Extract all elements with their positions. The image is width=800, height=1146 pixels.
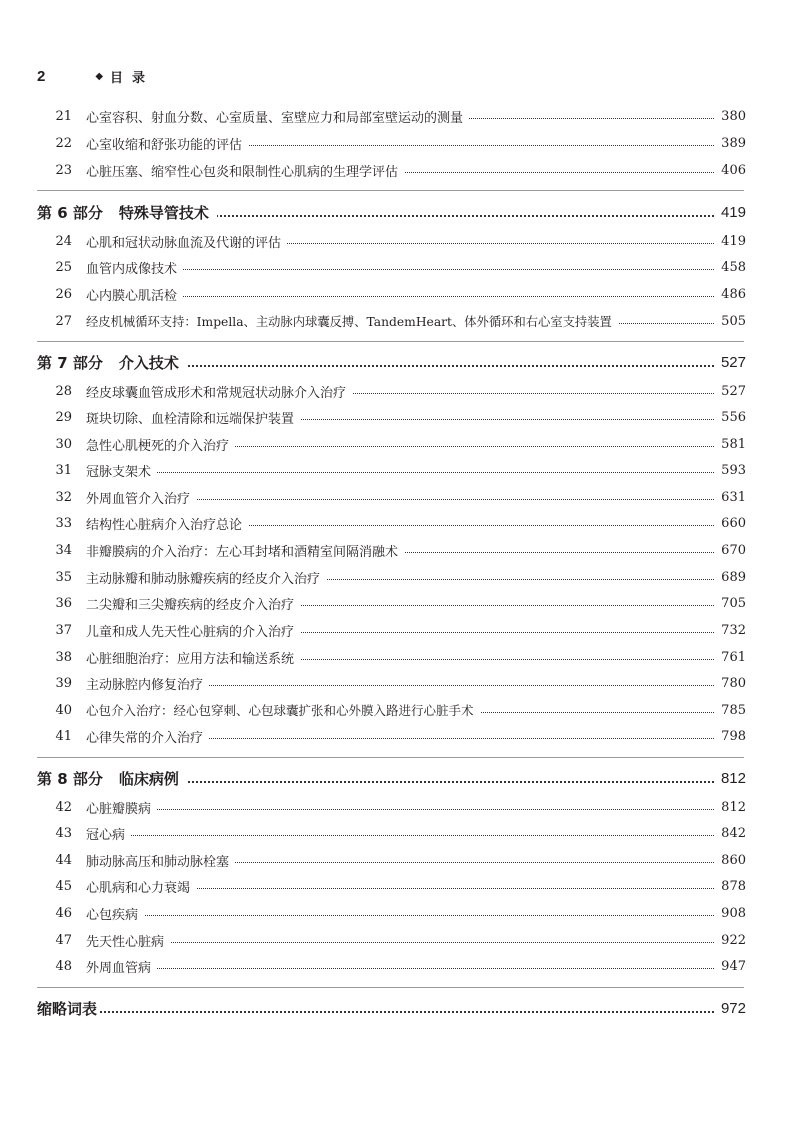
chapter-title: 心包介入治疗：经心包穿刺、心包球囊扩张和心外膜入路进行心脏手术 bbox=[86, 701, 480, 719]
page-ref: 505 bbox=[715, 314, 746, 329]
page-ref: 419 bbox=[715, 204, 746, 221]
page-ref: 527 bbox=[715, 384, 746, 399]
chapter-title: 心室收缩和舒张功能的评估 bbox=[86, 134, 248, 153]
chapter-number: 21 bbox=[55, 108, 72, 124]
page-ref: 406 bbox=[715, 163, 746, 178]
chapter-number: 31 bbox=[55, 462, 72, 478]
chapter-title: 儿童和成人先天性心脏病的介入治疗 bbox=[86, 621, 300, 640]
page-ref: 812 bbox=[715, 800, 746, 815]
toc-entry-34[interactable] bbox=[0, 538, 800, 562]
page-ref: 860 bbox=[715, 853, 746, 868]
glossary-title: 缩略词表 bbox=[37, 999, 98, 1018]
chapter-number: 38 bbox=[55, 649, 72, 665]
section-divider bbox=[37, 341, 744, 342]
part-heading-8[interactable] bbox=[0, 764, 800, 792]
part-title bbox=[37, 768, 187, 789]
chapter-title: 二尖瓣和三尖瓣疾病的经皮介入治疗 bbox=[86, 594, 300, 613]
chapter-title: 主动脉腔内修复治疗 bbox=[86, 674, 209, 693]
chapter-number: 24 bbox=[55, 233, 72, 249]
toc-entry-38[interactable] bbox=[0, 645, 800, 669]
chapter-number: 46 bbox=[55, 905, 72, 921]
toc-entry-30[interactable] bbox=[0, 432, 800, 456]
page-ref: 380 bbox=[715, 109, 746, 124]
page-ref: 798 bbox=[715, 729, 746, 744]
toc-entry-23[interactable] bbox=[0, 158, 800, 182]
header-title: 目录 bbox=[110, 70, 155, 86]
chapter-title: 血管内成像技术 bbox=[86, 258, 183, 277]
chapter-title: 外周血管病 bbox=[86, 957, 157, 976]
chapter-title: 心脏压塞、缩窄性心包炎和限制性心肌病的生理学评估 bbox=[86, 161, 404, 180]
toc-entry-39[interactable] bbox=[0, 671, 800, 695]
page-ref: 842 bbox=[715, 826, 746, 841]
toc-entry-33[interactable] bbox=[0, 511, 800, 535]
page-ref: 458 bbox=[715, 260, 746, 275]
chapter-title: 先天性心脏病 bbox=[86, 931, 170, 950]
running-header bbox=[37, 65, 154, 87]
chapter-number: 30 bbox=[55, 436, 72, 452]
chapter-number: 26 bbox=[55, 286, 72, 302]
chapter-number: 35 bbox=[55, 569, 72, 585]
page-ref: 581 bbox=[715, 437, 746, 452]
toc-entry-21[interactable] bbox=[0, 104, 800, 128]
dot-leader bbox=[86, 835, 742, 836]
chapter-number: 43 bbox=[55, 825, 72, 841]
chapter-title: 非瓣膜病的介入治疗：左心耳封堵和酒精室间隔消融术 bbox=[86, 541, 404, 560]
toc-entry-45[interactable] bbox=[0, 874, 800, 898]
part-heading-7[interactable] bbox=[0, 348, 800, 376]
chapter-number: 27 bbox=[55, 313, 72, 329]
part-label: 第 7 部分 bbox=[37, 353, 103, 372]
toc-entry-36[interactable] bbox=[0, 591, 800, 615]
page-ref: 593 bbox=[715, 463, 746, 478]
page-ref: 761 bbox=[715, 650, 746, 665]
chapter-number: 39 bbox=[55, 675, 72, 691]
chapter-number: 22 bbox=[55, 135, 72, 151]
page-ref: 785 bbox=[715, 703, 746, 718]
toc-entry-46[interactable] bbox=[0, 901, 800, 925]
page-ref: 689 bbox=[715, 570, 746, 585]
chapter-number: 40 bbox=[55, 702, 72, 718]
chapter-number: 29 bbox=[55, 409, 72, 425]
section-divider bbox=[37, 190, 744, 191]
chapter-number: 44 bbox=[55, 852, 72, 868]
chapter-title: 心肌病和心力衰竭 bbox=[86, 877, 196, 896]
toc-entry-37[interactable] bbox=[0, 618, 800, 642]
toc-entry-25[interactable] bbox=[0, 255, 800, 279]
page-ref: 631 bbox=[715, 490, 746, 505]
chapter-number: 36 bbox=[55, 595, 72, 611]
part-title bbox=[37, 202, 217, 223]
page-ref: 908 bbox=[715, 906, 746, 921]
chapter-title: 心脏瓣膜病 bbox=[86, 798, 157, 817]
chapter-title: 结构性心脏病介入治疗总论 bbox=[86, 514, 248, 533]
dot-leader bbox=[86, 809, 742, 810]
toc-entry-28[interactable] bbox=[0, 379, 800, 403]
page-ref: 527 bbox=[715, 354, 746, 371]
chapter-title: 冠心病 bbox=[86, 824, 131, 843]
toc-entry-44[interactable] bbox=[0, 848, 800, 872]
chapter-title: 经皮球囊血管成形术和常规冠状动脉介入治疗 bbox=[86, 382, 352, 401]
page-ref: 972 bbox=[715, 1000, 746, 1017]
chapter-number: 48 bbox=[55, 958, 72, 974]
chapter-number: 47 bbox=[55, 932, 72, 948]
dot-leader bbox=[37, 1011, 742, 1013]
toc-entry-22[interactable] bbox=[0, 131, 800, 155]
toc-entry-31[interactable] bbox=[0, 458, 800, 482]
chapter-title: 心律失常的介入治疗 bbox=[86, 727, 209, 746]
page-ref: 780 bbox=[715, 676, 746, 691]
section-divider bbox=[37, 757, 744, 758]
chapter-title: 心肌和冠状动脉血流及代谢的评估 bbox=[86, 232, 287, 251]
chapter-number: 37 bbox=[55, 622, 72, 638]
chapter-number: 42 bbox=[55, 799, 72, 815]
chapter-title: 斑块切除、血栓清除和远端保护装置 bbox=[86, 408, 300, 427]
part-title bbox=[37, 352, 187, 373]
chapter-title: 经皮机械循环支持：Impella、主动脉内球囊反搏、TandemHeart、体外循环和右心室支持装置 bbox=[86, 312, 618, 330]
part-name: 特殊导管技术 bbox=[118, 203, 209, 222]
page-number: 2 bbox=[37, 67, 46, 85]
toc-entry-43[interactable] bbox=[0, 821, 800, 845]
toc-entry-24[interactable] bbox=[0, 229, 800, 253]
part-heading-6[interactable] bbox=[0, 198, 800, 226]
part-label: 第 6 部分 bbox=[37, 203, 103, 222]
dot-leader bbox=[86, 472, 742, 473]
page-ref: 878 bbox=[715, 879, 746, 894]
toc-entry-42[interactable] bbox=[0, 795, 800, 819]
page-ref: 486 bbox=[715, 287, 746, 302]
toc-entry-26[interactable] bbox=[0, 282, 800, 306]
chapter-number: 41 bbox=[55, 728, 72, 744]
chapter-title: 肺动脉高压和肺动脉栓塞 bbox=[86, 851, 235, 870]
chapter-number: 33 bbox=[55, 515, 72, 531]
page-ref: 670 bbox=[715, 543, 746, 558]
glossary-heading[interactable] bbox=[0, 994, 800, 1022]
page-ref: 389 bbox=[715, 136, 746, 151]
chapter-title: 主动脉瓣和肺动脉瓣疾病的经皮介入治疗 bbox=[86, 568, 326, 587]
toc-entry-29[interactable] bbox=[0, 405, 800, 429]
page-ref: 660 bbox=[715, 516, 746, 531]
toc-entry-48[interactable] bbox=[0, 954, 800, 978]
chapter-title: 心室容积、射血分数、心室质量、室壁应力和局部室壁运动的测量 bbox=[86, 107, 469, 126]
chapter-number: 28 bbox=[55, 383, 72, 399]
page-ref: 947 bbox=[715, 959, 746, 974]
diamond-icon: ◆ bbox=[95, 70, 104, 82]
toc-entry-35[interactable] bbox=[0, 565, 800, 589]
chapter-number: 32 bbox=[55, 489, 72, 505]
dot-leader bbox=[86, 269, 742, 270]
part-label: 第 8 部分 bbox=[37, 769, 103, 788]
toc-entry-41[interactable] bbox=[0, 724, 800, 748]
page-ref: 922 bbox=[715, 933, 746, 948]
dot-leader bbox=[86, 942, 742, 943]
chapter-number: 45 bbox=[55, 878, 72, 894]
chapter-title: 心包疾病 bbox=[86, 904, 144, 923]
part-name: 介入技术 bbox=[118, 353, 179, 372]
chapter-title: 冠脉支架术 bbox=[86, 461, 157, 480]
page-ref: 705 bbox=[715, 596, 746, 611]
dot-leader bbox=[86, 915, 742, 916]
dot-leader bbox=[86, 968, 742, 969]
chapter-title: 心脏细胞治疗：应用方法和输送系统 bbox=[86, 648, 300, 667]
chapter-title: 心内膜心肌活检 bbox=[86, 285, 183, 304]
chapter-title: 急性心肌梗死的介入治疗 bbox=[86, 435, 235, 454]
toc-entry-32[interactable] bbox=[0, 485, 800, 509]
chapter-number: 34 bbox=[55, 542, 72, 558]
chapter-number: 23 bbox=[55, 162, 72, 178]
section-divider bbox=[37, 987, 744, 988]
page-ref: 732 bbox=[715, 623, 746, 638]
part-name: 临床病例 bbox=[118, 769, 179, 788]
toc-entry-40[interactable] bbox=[0, 698, 800, 722]
toc-entry-27[interactable] bbox=[0, 309, 800, 333]
chapter-number: 25 bbox=[55, 259, 72, 275]
dot-leader bbox=[86, 296, 742, 297]
page-ref: 419 bbox=[715, 234, 746, 249]
chapter-title: 外周血管介入治疗 bbox=[86, 488, 196, 507]
page-ref: 812 bbox=[715, 770, 746, 787]
toc-entry-47[interactable] bbox=[0, 928, 800, 952]
page-ref: 556 bbox=[715, 410, 746, 425]
